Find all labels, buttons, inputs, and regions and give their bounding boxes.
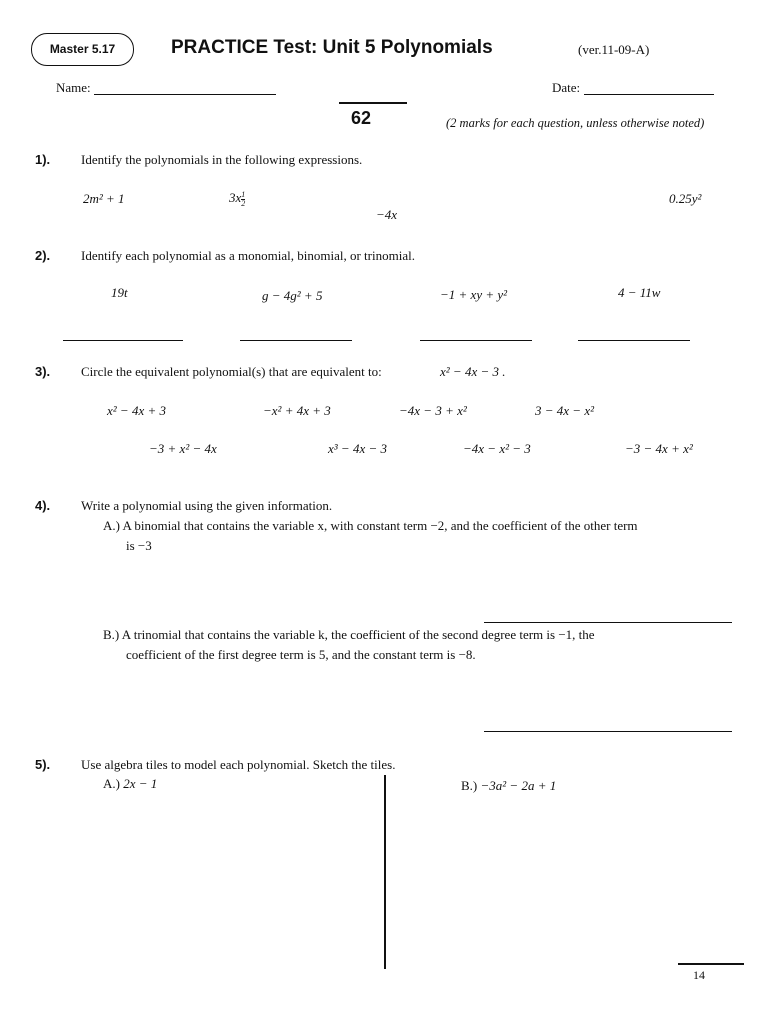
q5-part-a-expression: 2x − 1	[123, 776, 158, 791]
question-number-2: 2).	[35, 248, 51, 263]
q4-part-a-answer-line[interactable]	[484, 622, 732, 623]
q4-part-b-answer-line[interactable]	[484, 731, 732, 732]
q2-answer-line-4[interactable]	[578, 340, 690, 341]
q2-answer-line-2[interactable]	[240, 340, 352, 341]
q1-expression-1[interactable]: 2m² + 1	[83, 191, 125, 206]
question-number-1: 1).	[35, 152, 51, 167]
q5-part-b-sketch-area[interactable]	[392, 800, 732, 965]
q5-part-a-sketch-area[interactable]	[40, 800, 380, 965]
q2-expression-4: 4 − 11w	[618, 285, 661, 300]
page-title: PRACTICE Test: Unit 5 Polynomials	[171, 37, 493, 58]
q3-option[interactable]: −3 + x² − 4x	[149, 441, 217, 456]
q3-option[interactable]: −4x − 3 + x²	[399, 403, 467, 418]
master-badge: Master 5.17	[31, 33, 134, 66]
q2-answer-line-1[interactable]	[63, 340, 183, 341]
score-line[interactable]	[339, 102, 407, 104]
version-label: (ver.11-09-A)	[578, 42, 650, 57]
question-1-text: Identify the polynomials in the following expressions.	[81, 152, 363, 167]
q1-expression-2[interactable]: 3x $\frac{1}{2}$	[229, 189, 246, 208]
name-label: Name:	[56, 80, 91, 95]
page-number: 14	[693, 968, 705, 982]
q4-part-b-line-1: B.) A trinomial that contains the variable k, the coefficient of the second degree term is −1, the	[103, 627, 595, 642]
q2-expression-2: g − 4g² + 5	[262, 288, 323, 303]
q5-part-a	[103, 776, 157, 792]
q4-part-b-line-2: coefficient of the first degree term is 5, and the constant term is −8.	[126, 647, 476, 662]
q3-option[interactable]: −4x − x² − 3	[463, 441, 531, 456]
q2-expression-3: −1 + xy + y²	[440, 287, 508, 302]
question-number-5: 5).	[35, 757, 51, 772]
q3-option[interactable]: x³ − 4x − 3	[328, 441, 387, 456]
name-line[interactable]	[94, 94, 276, 95]
marks-note: (2 marks for each question, unless otherwise noted)	[446, 116, 705, 130]
q3-option[interactable]: 3 − 4x − x²	[535, 403, 594, 418]
date-label: Date:	[552, 80, 581, 95]
q1-expression-3[interactable]: −4x	[376, 207, 398, 222]
question-number-4: 4).	[35, 498, 51, 513]
q3-option[interactable]: x² − 4x + 3	[107, 403, 166, 418]
q5-divider	[384, 775, 386, 969]
question-3-text: Circle the equivalent polynomial(s) that are equivalent to:	[81, 364, 382, 379]
q2-answer-line-3[interactable]	[420, 340, 532, 341]
question-2-text: Identify each polynomial as a monomial, binomial, or trinomial.	[81, 248, 415, 263]
q3-option[interactable]: −3 − 4x + x²	[625, 441, 693, 456]
total-marks: 62	[351, 108, 372, 128]
q2-expression-1: 19t	[111, 285, 128, 300]
page-number-line	[678, 963, 744, 965]
q4-part-a-line-2: is −3	[126, 538, 152, 553]
question-5-text: Use algebra tiles to model each polynomial. Sketch the tiles.	[81, 757, 396, 772]
question-number-3: 3).	[35, 364, 51, 379]
q5-part-b	[461, 778, 556, 794]
q5-part-a-label: A.)	[103, 776, 120, 791]
q5-part-b-label: B.)	[461, 778, 478, 793]
q3-option[interactable]: −x² + 4x + 3	[263, 403, 331, 418]
q1-expression-4[interactable]: 0.25y²	[669, 191, 702, 206]
q5-part-b-expression: −3a² − 2a + 1	[480, 778, 557, 793]
date-line[interactable]	[584, 94, 714, 95]
question-4-text: Write a polynomial using the given information.	[81, 498, 333, 513]
q3-target-expression: x² − 4x − 3 .	[440, 364, 506, 379]
q4-part-a-line-1: A.) A binomial that contains the variable x, with constant term −2, and the coefficient of the other term	[103, 518, 638, 533]
